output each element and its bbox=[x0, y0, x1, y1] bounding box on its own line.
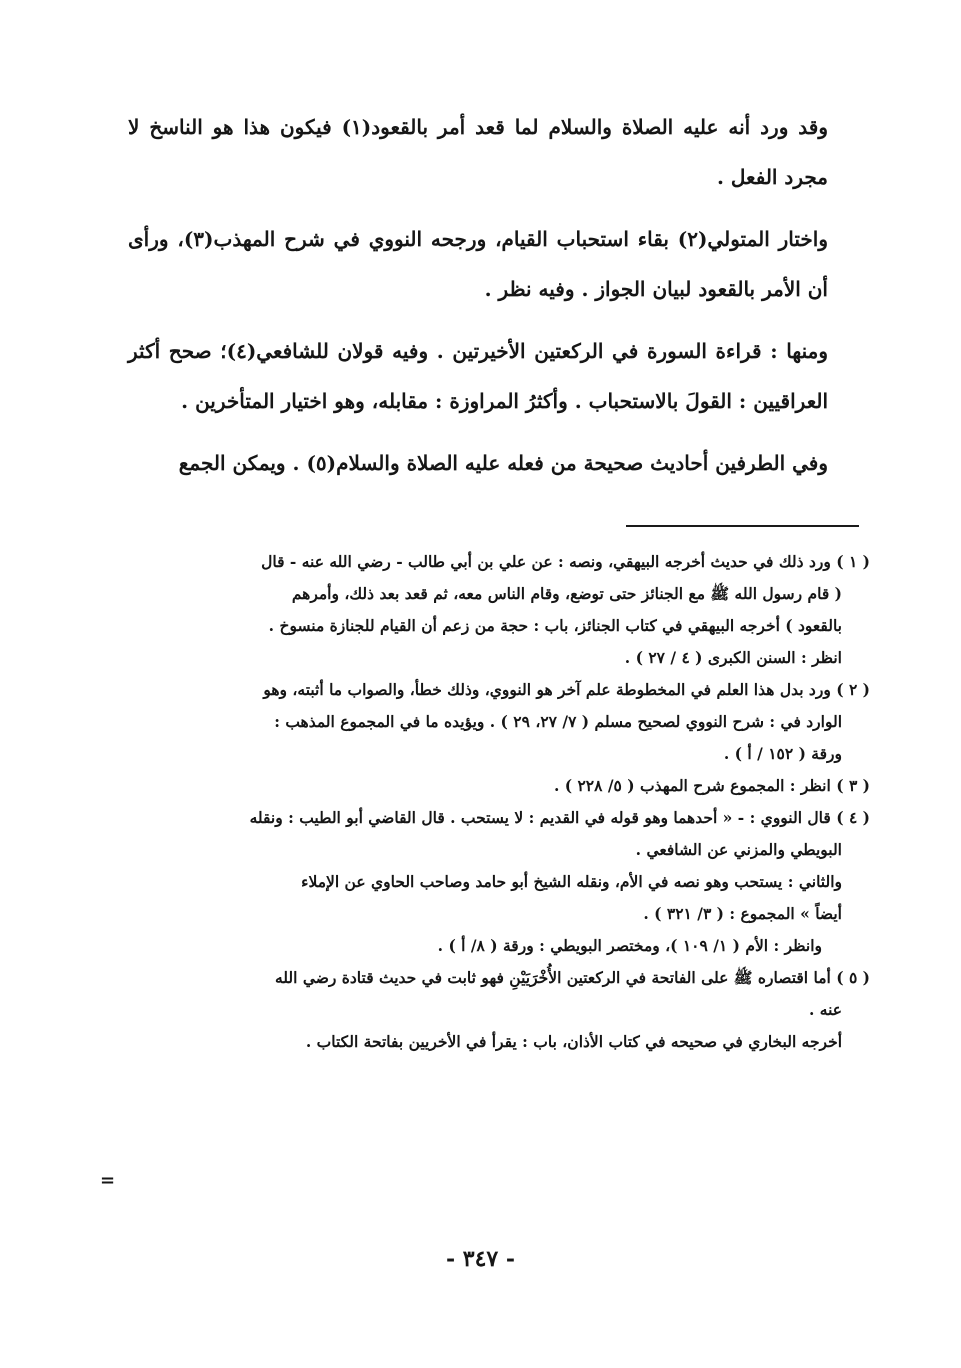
main-paragraph-1: وقد ورد أنه عليه الصلاة والسلام لما قعد أمر بالقعود(١) فيكون هذا هو الناسخ لا مجرد الفعل . bbox=[128, 115, 828, 189]
footnote-5-line-3: أخرجه البخاري في صحيحه في كتاب الأذان، باب : يقرأ في الأخريين بفاتحة الكتاب . bbox=[305, 1032, 842, 1051]
main-paragraph-4: وفي الطرفين أحاديث صحيحة من فعله عليه الصلاة والسلام(٥) . ويمكن الجمع bbox=[178, 451, 828, 475]
footnote-1-line-2: ( قام رسول الله ﷺ مع الجنائز حتى توضع، وقام الناس معه، ثم قعد بعد ذلك، وأمرهم bbox=[291, 584, 842, 603]
footnote-3-line-1: ( ٣ ) انظر : المجموع شرح المهذب ( ٥/ ٢٢٨ ) . bbox=[553, 776, 870, 795]
footnote-4-line-5: وانظر : الأم ( ١/ ١٠٩ )، ومختصر البويطي : ورقة ( ٨/ أ ) . bbox=[437, 936, 822, 955]
main-text-block bbox=[128, 102, 828, 500]
footnote-4-line-1: ( ٤ ) قال النووي : - « أحدهما وهو قوله في القديم : لا يستحب . قال القاضي أبو الطيب : ونقله bbox=[249, 808, 870, 827]
footnote-2-line-3: ورقة ( ١٥٢ / أ ) . bbox=[723, 744, 842, 763]
continuation-mark: = bbox=[100, 1170, 116, 1191]
footnotes-block bbox=[118, 546, 870, 1058]
footnote-1-line-4: انظر : السنن الكبرى ( ٤ / ٢٧ ) . bbox=[624, 648, 842, 667]
footnote-separator bbox=[626, 525, 859, 527]
footnote-1-line-1: ( ١ ) ورد ذلك في حديث أخرجه البيهقي، ونصه : عن علي بن أبي طالب - رضي الله عنه - قال bbox=[261, 552, 870, 571]
footnote-4-line-4: أيضاً » المجموع : ( ٣/ ٣٢١ ) . bbox=[643, 904, 842, 923]
footnote-4-line-3: والثاني : يستحب وهو نصه في الأم، ونقله الشيخ أبو حامد وصاحب الحاوي عن الإملاء bbox=[301, 872, 842, 891]
footnote-2-line-1: ( ٢ ) ورد بدل هذا العلم في المخطوطة علم آخر هو النووي، وذلك خطأ، والصواب ما أثبته، وهو bbox=[263, 680, 870, 699]
main-paragraph-2: واختار المتولي(٢) بقاء استحباب القيام، ورجحه النووي في شرح المهذب(٣)، ورأى أن الأمر بالقعود لبيان الجواز . وفيه نظر . bbox=[128, 227, 828, 301]
footnote-5-line-1: ( ٥ ) أما اقتصاره ﷺ على الفاتحة في الركعتين الأُخْرَيَيْنِ فهو ثابت في حديث قتادة رضي الله bbox=[274, 968, 870, 987]
footnote-2-line-2: الوارد في : شرح النووي لصحيح مسلم ( ٧/ ٢٧، ٢٩ ) . ويؤيده ما في المجموع المذهب : bbox=[274, 712, 842, 731]
page-number: - ٣٤٧ - bbox=[445, 1246, 516, 1272]
footnote-1-line-3: بالقعود ) أخرجه البيهقي في كتاب الجنائز، باب : حجة من زعم أن القيام للجنازة منسوخ . bbox=[268, 616, 842, 635]
footnote-5-line-2: عنه . bbox=[808, 1000, 842, 1019]
main-paragraph-3: ومنها : قراءة السورة في الركعتين الأخيرتين . وفيه قولان للشافعي(٤)؛ صحح أكثر العراقيين : القولَ بالاستحباب . وأكثرُ المراوزة : مقابله، وهو اختيار المتأخرين . bbox=[128, 339, 829, 413]
footnote-4-line-2: البويطي والمزني عن الشافعي . bbox=[635, 840, 842, 859]
